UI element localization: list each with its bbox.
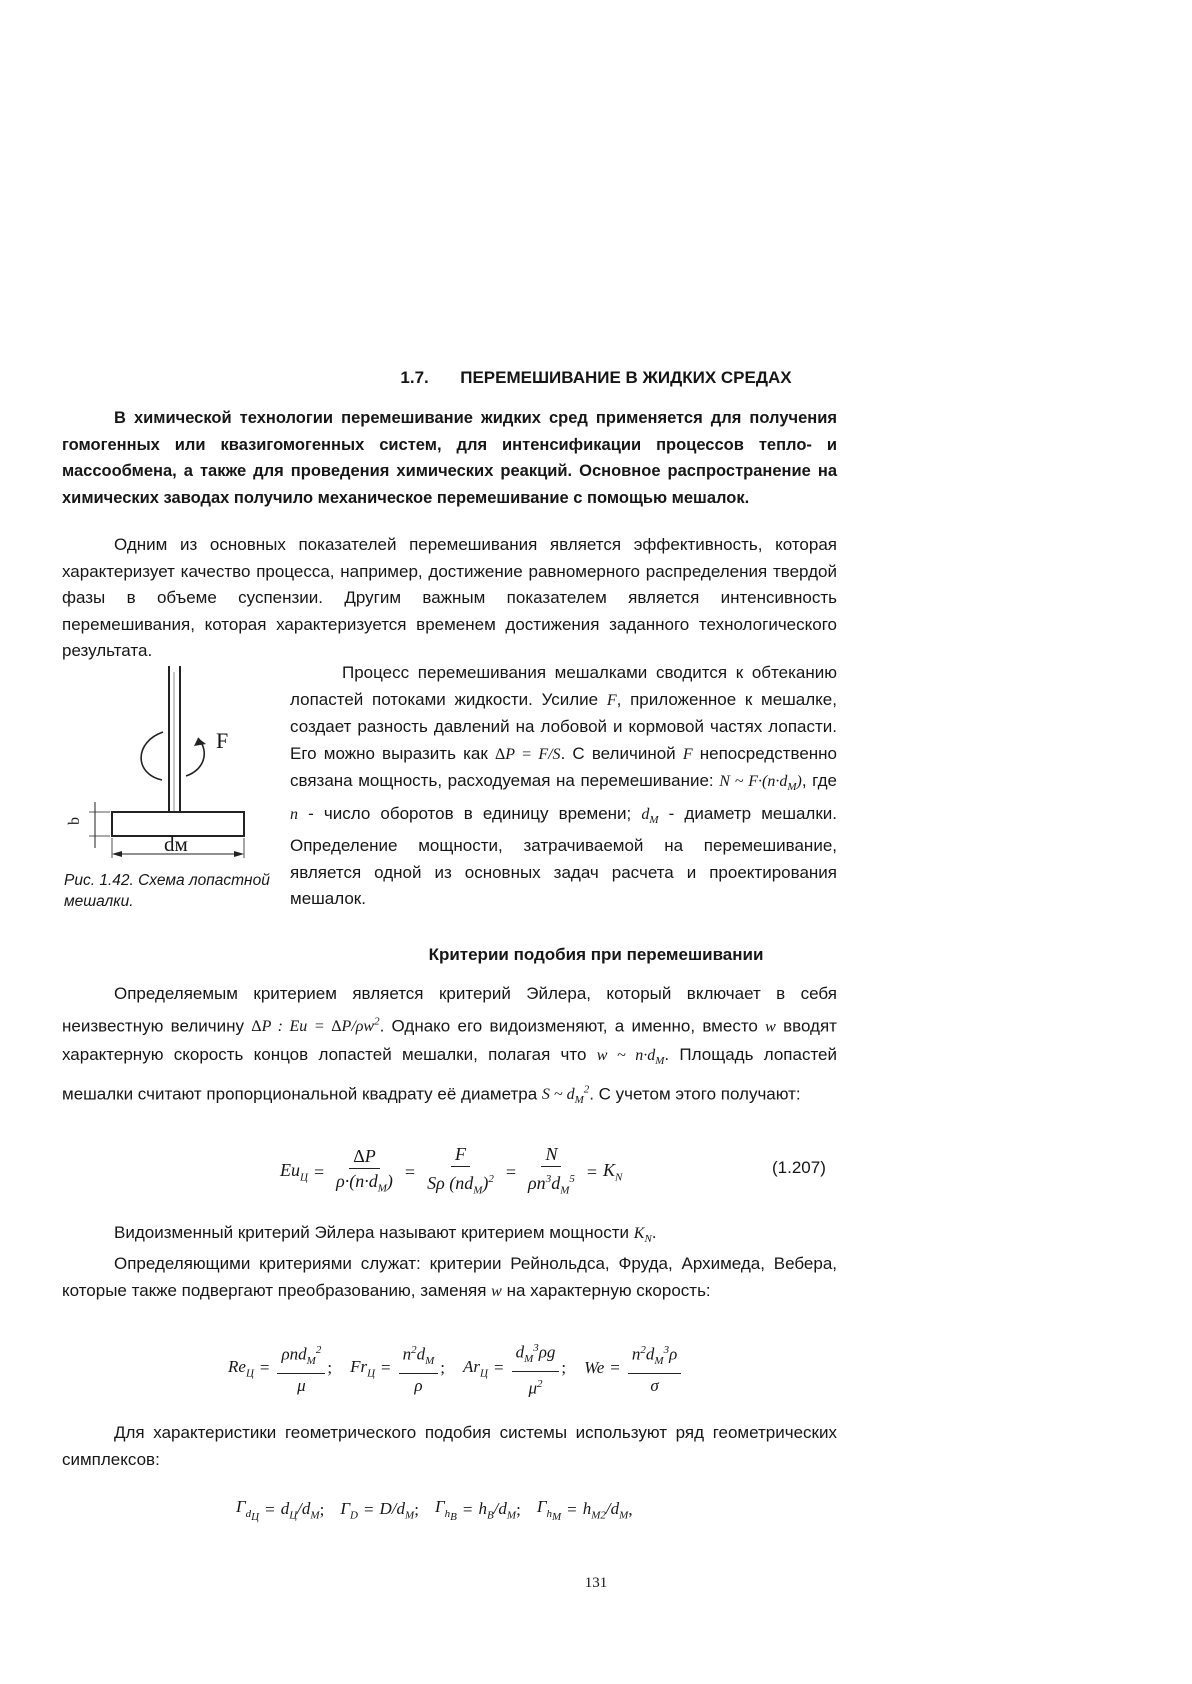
subheading: Критерии подобия при перемешивании xyxy=(428,945,764,964)
paragraph-euler xyxy=(62,980,837,1114)
symbol-diameter: $d_M$ xyxy=(641,805,659,826)
para2-text-4: непосредственно связана мощность, расходуемая на перемешивание: xyxy=(290,743,838,790)
paragraph-efficiency: Одним из основных показателей перемешивания является эффективность, которая характеризует качество процесса, например, достижение равномерного распределения твердой фазы в объеме суспензии. Другим важным показателем является интенсивность перемешивания, которая характеризуется временем достижения заданного технологического результата. xyxy=(62,535,837,660)
para2-text-7: - диаметр мешалки. Определение мощности, затрачиваемой на перемешивание, является одной из основных задач расчета и проектирования мешалок. xyxy=(290,803,838,909)
para4-text-2: . xyxy=(651,1223,657,1242)
paragraph-power-criterion xyxy=(62,1220,837,1253)
formula-power: N ~ $F\cdot(n\cdot d_M)$ xyxy=(719,773,802,794)
paragraph-process xyxy=(290,660,837,913)
para5-text-2: на характерную скорость: xyxy=(506,1280,711,1300)
symbol-force-2: F xyxy=(682,745,693,763)
para3-text-1: Определяемым критерием является критерий Эйлера, который включает в себя неизвестную величину xyxy=(62,984,837,1036)
symbol-force: F xyxy=(606,691,617,709)
formula-area: S ~ $d_M^2$ xyxy=(541,1083,590,1107)
symbol-kn: $K_N$ xyxy=(633,1225,652,1246)
height-label: b xyxy=(66,817,83,825)
para2-text-6: - число оборотов в единицу времени; xyxy=(308,803,632,823)
para2-text-2: , приложенное к мешалке, создает разность давлений на лобовой и кормовой частях лопасти. Его можно выразить как xyxy=(290,689,837,763)
section-number: 1.7. xyxy=(400,368,429,387)
paragraph-determining-criteria xyxy=(62,1251,837,1305)
force-label: F xyxy=(216,728,229,753)
equation-euler-modified: $Eu_Ц$ = $\frac{\Delta P}{\rho\cdot(n\cdot d_M)}$ = $\frac{F}{S\rho (nd_M)^2}$ = $\frac{N}{\rho n^3d_M^5}$ = $K_N$ xyxy=(280,1143,623,1197)
figure-paddle-mixer xyxy=(62,662,282,922)
symbol-w-2: w xyxy=(491,1282,502,1300)
equation-number: (1.207) xyxy=(772,1158,826,1177)
para3-text-5: . С учетом этого получают: xyxy=(589,1083,801,1103)
section-title: ПЕРЕМЕШИВАНИЕ В ЖИДКИХ СРЕДАХ xyxy=(460,368,792,387)
formula-velocity: w ~ $n\cdot d_M$ xyxy=(596,1047,665,1068)
para4-text-1: Видоизменный критерий Эйлера называют критерием мощности xyxy=(114,1223,630,1242)
section-heading xyxy=(0,368,1192,388)
para2-text-3: . С величиной xyxy=(560,743,676,763)
formula-pressure-drop: ΔP = F/S xyxy=(494,745,561,763)
para3-text-3: вводят характерную скорость концов лопастей мешалки, полагая что xyxy=(62,1016,837,1065)
para3-text-2: . Однако его видоизменяют, а именно, вместо xyxy=(379,1016,758,1036)
equation-simplexes: $Г_{d_Ц}$ = $d_Ц/d_M$ ; $Г_D$ = $D/d_M$ ; $Г_{h_B}$ = $h_B/d_M$ ; $Г_{h_M}$ = $h_{M2}/d_M$ , xyxy=(236,1497,633,1523)
formula-euler-def: ΔP : $Eu = \Delta P/\rho w^2$ xyxy=(251,1016,380,1036)
para3-text-4: . Площадь лопастей мешалки считают пропорциональной квадрату её диаметра xyxy=(62,1045,837,1103)
symbol-n: n xyxy=(290,805,298,823)
symbol-w: w xyxy=(765,1018,776,1036)
para2-text-5: , где xyxy=(801,771,837,790)
equation-criteria: $Re_Ц$ = $\frac{\rho nd_M^2}{\mu}$ ; $Fr_Ц$ = $\frac{n^2d_M}{\rho}$ ; $Ar_Ц$ = $\frac{d_M^3\rho g}{\mu^2}$ ; We = $\frac{n^2d_M^3\rho}{\sigma}$ xyxy=(228,1340,683,1396)
intro-paragraph: В химической технологии перемешивание жидких сред применяется для получения гомогенных или квазигомогенных систем, для интенсификации процессов тепло- и массообмена, а также для проведения химических реакций. Основное распространение на химических заводах получило механическое перемешивание с помощью мешалок. xyxy=(62,409,837,507)
figure-caption: Рис. 1.42. Схема лопастной мешалки. xyxy=(64,872,270,910)
page-number: 131 xyxy=(584,1575,608,1591)
paragraph-geometric-similarity: Для характеристики геометрического подобия системы используют ряд геометрических симплексов: xyxy=(62,1423,837,1469)
para5-text-1: Определяющими критериями служат: критерии Рейнольдса, Фруда, Архимеда, Вебера, которые также подвергают преобразованию, заменяя xyxy=(62,1254,837,1300)
diameter-label: dм xyxy=(164,832,188,856)
para2-text-1: Процесс перемешивания мешалками сводится к обтеканию лопастей потоками жидкости. Усилие xyxy=(290,663,837,709)
